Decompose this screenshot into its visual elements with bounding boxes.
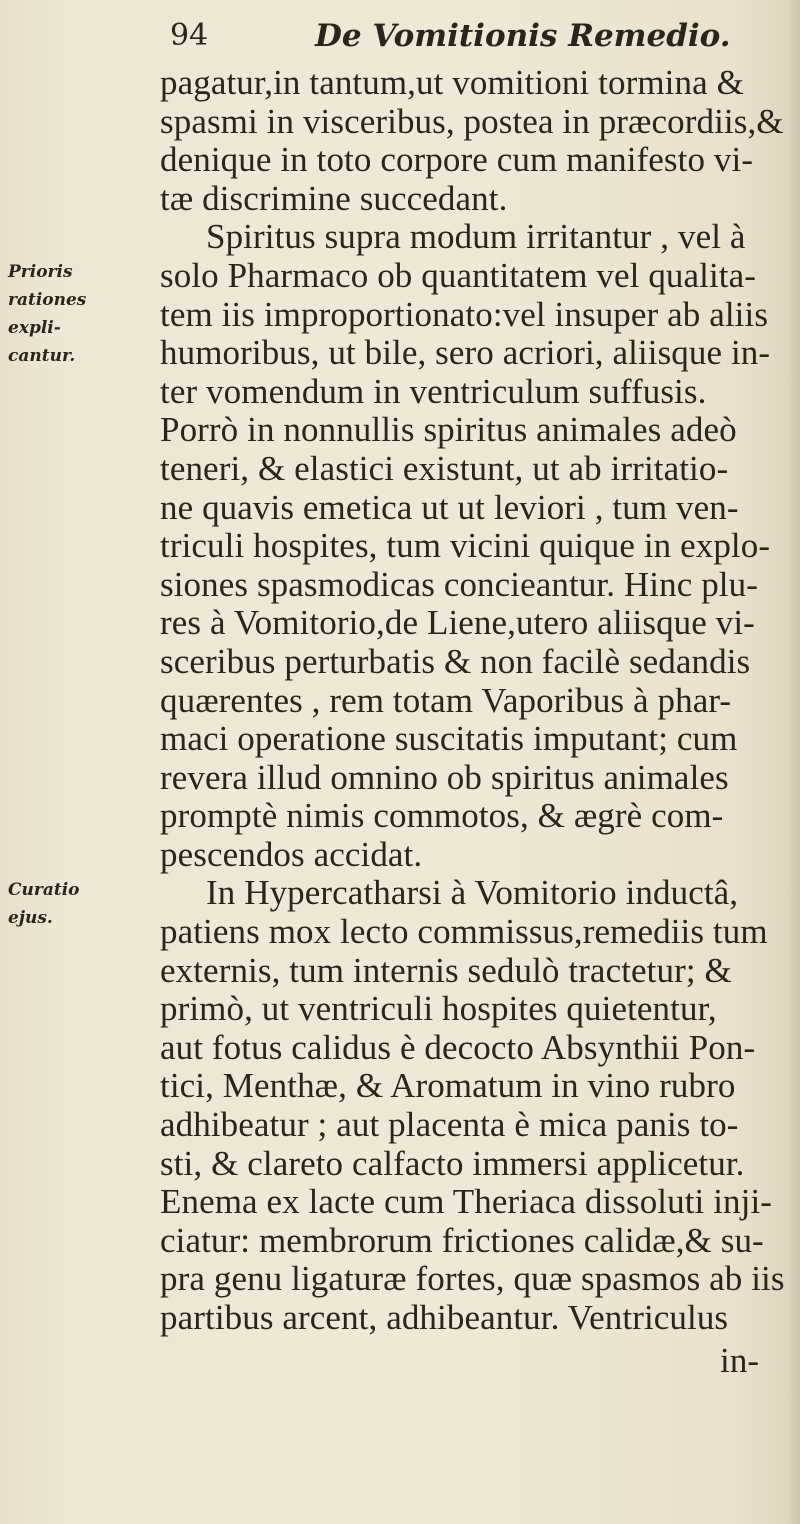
text-line: Porrò in nonnullis spiritus animales adeò (160, 410, 737, 450)
text-line: spasmi in visceribus, postea in præcordiis,& (160, 101, 784, 141)
paragraph-start-line: Spiritus supra modum irritantur , vel à (206, 217, 746, 257)
text-line: ciatur: membrorum frictiones calidæ,& su- (160, 1220, 764, 1260)
margin-note-line: ejus. (8, 908, 53, 928)
margin-note-curatio (8, 876, 128, 932)
text-line: siones spasmodicas concieantur. Hinc plu- (160, 564, 758, 604)
text-line: tæ discrimine succedant. (160, 178, 508, 218)
text-line: pra genu ligaturæ fortes, quæ spasmos ab iis (160, 1259, 785, 1299)
text-line: humoribus, ut bile, sero acriori, aliisque in- (160, 333, 771, 373)
text-line: primò, ut ventriculi hospites quietentur, (160, 989, 717, 1029)
text-line: Enema ex lacte cum Theriaca dissoluti inji- (160, 1182, 773, 1222)
text-line: revera illud omnino ob spiritus animales (160, 757, 729, 797)
text-line: pescendos accidat. (160, 834, 423, 874)
text-line: maci operatione suscitatis imputant; cum (160, 719, 738, 759)
text-line: solo Pharmaco ob quantitatem vel qualita- (160, 255, 757, 295)
running-title: De Vomitionis Remedio. (315, 18, 731, 54)
margin-note-line: rationes (8, 290, 87, 310)
margin-note-line: Prioris (8, 262, 73, 282)
body-text (160, 64, 790, 1380)
text-line: sti, & clareto calfacto immersi applicetur. (160, 1143, 745, 1183)
catchword: in- (720, 1340, 760, 1380)
text-line: teneri, & elastici existunt, ut ab irritatio- (160, 448, 729, 488)
text-line: pagatur,in tantum,ut vomitioni tormina & (160, 63, 744, 102)
text-line: denique in toto corpore cum manifesto vi- (160, 140, 754, 180)
page-header (170, 18, 780, 62)
text-line: res à Vomitorio,de Liene,utero aliisque vi- (160, 603, 755, 643)
text-line: ter vomendum in ventriculum suffusis. (160, 371, 707, 411)
text-line: aut fotus calidus è decocto Absynthii Pon- (160, 1027, 756, 1067)
text-line: patiens mox lecto commissus,remediis tum (160, 912, 768, 952)
margin-note-line: Curatio (8, 880, 80, 900)
text-line: ne quavis emetica ut ut leviori , tum ven- (160, 487, 739, 527)
text-line: promptè nimis commotos, & ægrè com- (160, 796, 724, 836)
text-line: externis, tum internis sedulò tractetur; & (160, 950, 732, 990)
text-line: tici, Menthæ, & Aromatum in vino rubro (160, 1066, 736, 1106)
text-line: partibus arcent, adhibeantur. Ventriculus (160, 1298, 729, 1337)
margin-note-line: cantur. (8, 346, 76, 366)
margin-note-line: expli- (8, 318, 61, 338)
paragraph-start-line: In Hypercatharsi à Vomitorio inductâ, (206, 873, 739, 913)
text-line: adhibeatur ; aut placenta è mica panis to- (160, 1105, 739, 1145)
page-number: 94 (170, 18, 209, 53)
text-line: tem iis improportionato:vel insuper ab aliis (160, 294, 769, 334)
margin-note-prioris (8, 258, 128, 370)
text-line: sceribus perturbatis & non facilè sedandis (160, 641, 751, 681)
text-line: triculi hospites, tum vicini quique in explo- (160, 526, 771, 566)
text-line: quærentes , rem totam Vaporibus à phar- (160, 680, 732, 720)
